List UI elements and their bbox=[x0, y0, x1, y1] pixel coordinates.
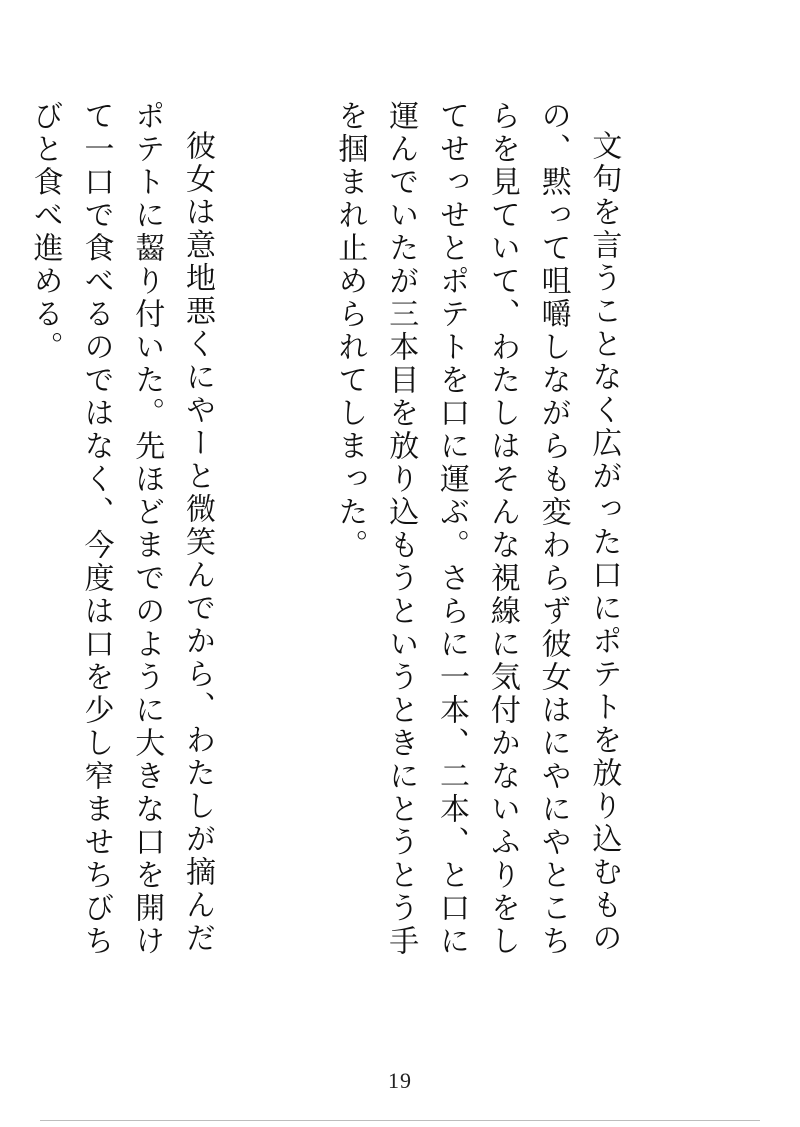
bottom-divider bbox=[40, 1120, 760, 1121]
paragraph-2: 彼女は意地悪くにやーと微笑んでから、わたしが摘んだポテトに齧り付いた。先ほどまでのように大きな口を開けて一口で食べるのではなく、今度は口を少し窄ませちびちびと食べ進める。 bbox=[27, 100, 216, 958]
page-number: 19 bbox=[388, 1068, 412, 1093]
paragraph-1: 文句を言うことなく広がった口にポテトを放り込むものの、黙って咀嚼しながらも変わらず彼女はにやにやとこちらを見ていて、わたしはそんな視線に気付かないふりをしてせっせとポテトを口に運ぶ。さらに一本、二本、と口に運んでいたが三本目を放り込もうというときにとうとう手を掴まれ止められてしまった。 bbox=[332, 100, 622, 958]
vertical-text-body bbox=[0, 100, 730, 980]
